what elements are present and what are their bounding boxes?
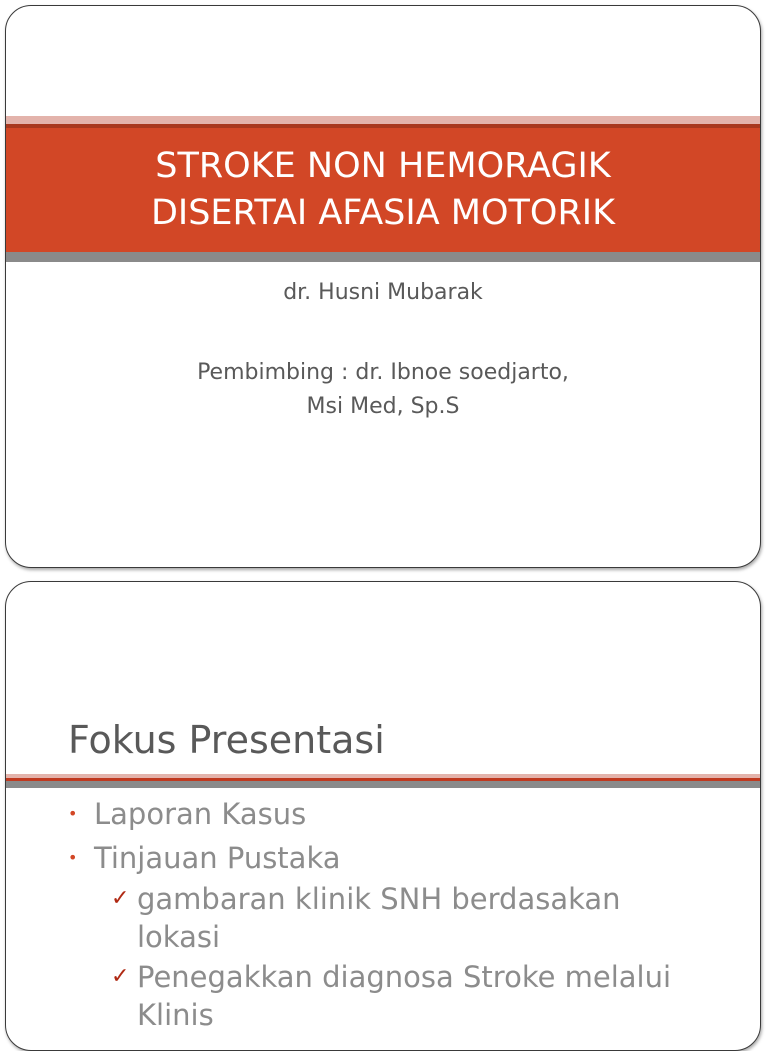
list-item-text: Tinjauan Pustaka [94, 841, 341, 875]
checkmark-icon: ✓ [111, 886, 130, 911]
list-item [68, 838, 341, 878]
checkmark-icon: ✓ [111, 964, 130, 989]
sub-list-item-text: gambaran klinik SNH berdasakan lokasi [137, 882, 621, 954]
title-band [6, 124, 760, 252]
supervisor-text: Pembimbing : dr. Ibnoe soedjarto, Msi Med, Sp.S [197, 360, 569, 419]
bullet-icon: • [68, 848, 78, 867]
title-band-top-line [6, 116, 760, 124]
sub-list-item [111, 958, 697, 1034]
bullet-icon: • [68, 804, 78, 823]
title-band-bottom-line [6, 252, 760, 262]
slide-title: STROKE NON HEMORAGIK DISERTAI AFASIA MOTORIK [150, 146, 616, 233]
title-divider-gray [6, 781, 760, 788]
content-slide-title: Fokus Presentasi [68, 718, 385, 762]
content-slide [5, 581, 761, 1051]
list-item [68, 794, 307, 834]
author-name: dr. Husni Mubarak [283, 280, 483, 305]
title-slide [5, 5, 761, 568]
sub-list-item-text: Penegakkan diagnosa Stroke melalui Klinis [137, 960, 672, 1032]
sub-list-item [111, 880, 697, 956]
list-item-text: Laporan Kasus [94, 797, 307, 831]
